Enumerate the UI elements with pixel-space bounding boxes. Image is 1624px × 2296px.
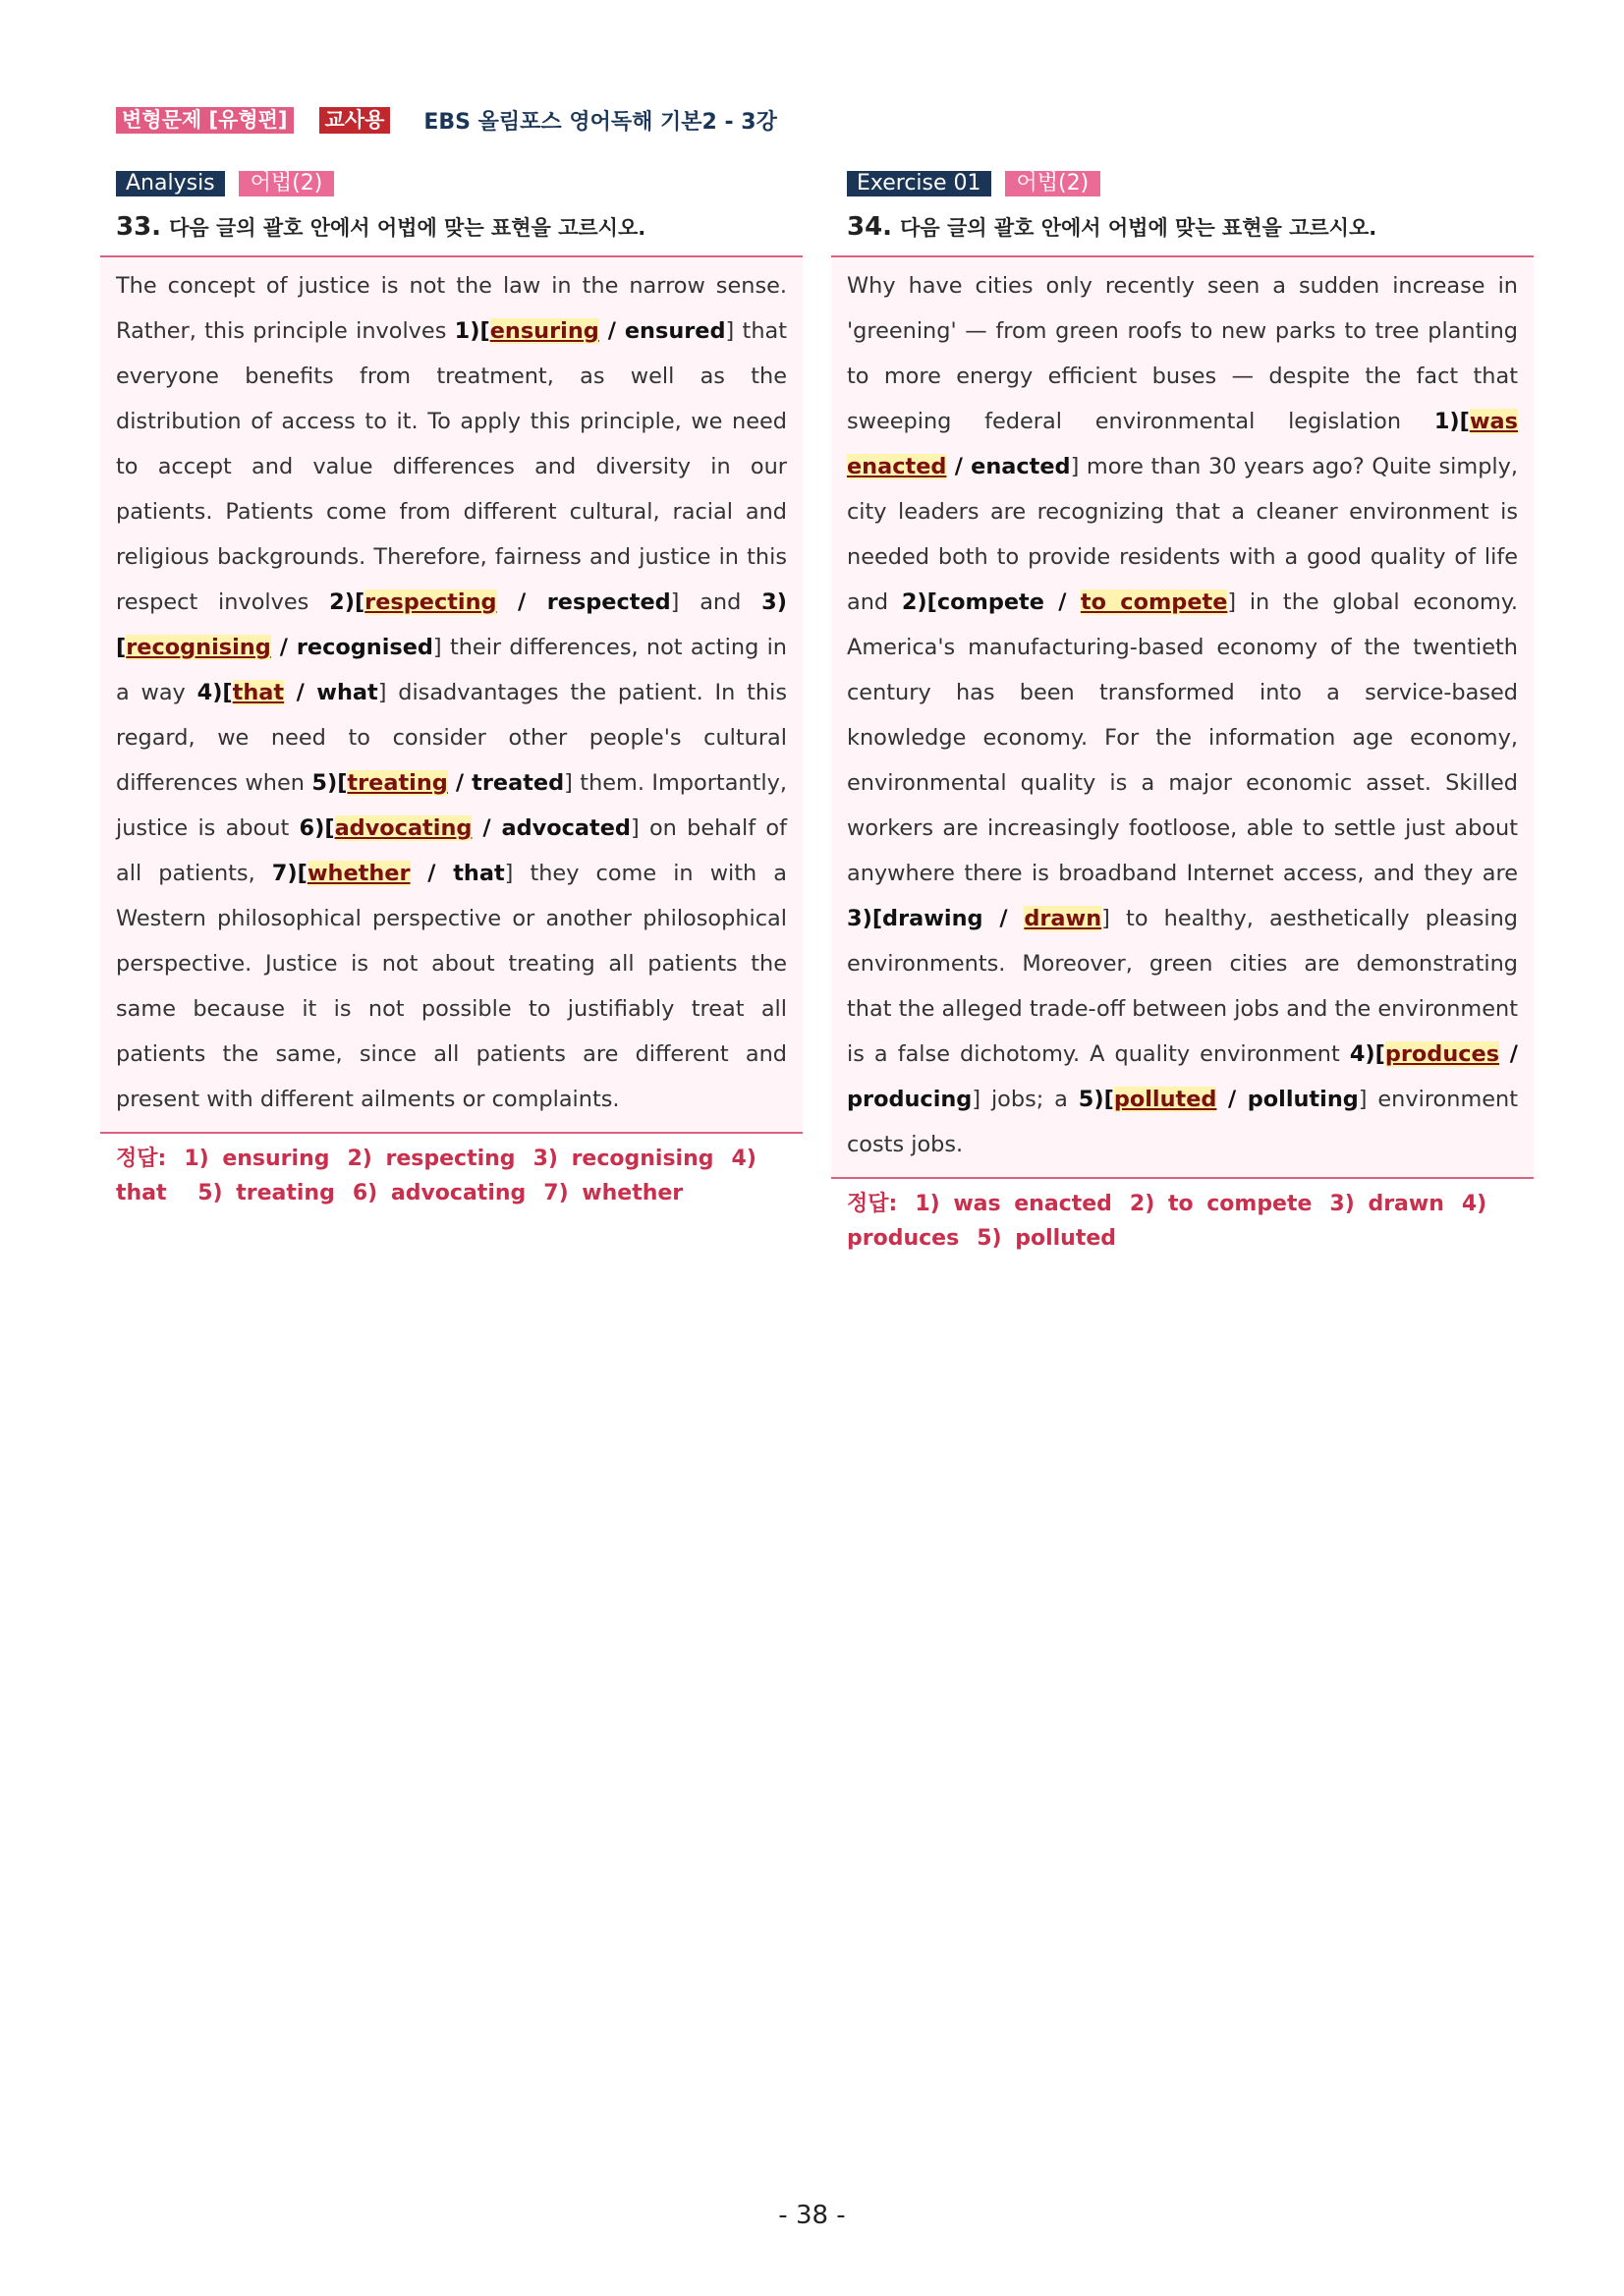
answer-item: 1) was enacted [915,1192,1112,1216]
answer-item: 4) that [116,1147,756,1205]
answer-item: 1) ensuring [184,1147,330,1171]
question-33 [100,169,803,1210]
question-instruction [116,208,803,242]
answer-prefix: 정답: [847,1192,898,1216]
question-labels [847,169,1534,198]
page-number: - 38 - [778,2201,846,2230]
answer-item: 3) drawn [1329,1192,1444,1216]
analysis-label: Analysis [116,171,225,196]
question-number: 34. [847,212,893,242]
type-tag: 변형문제 [유형편] [116,107,294,134]
answer-item: 6) advocating [352,1181,527,1205]
grammar-label: 어법(2) [239,171,335,196]
exercise-label: Exercise 01 [847,171,991,196]
instruction-text: 다음 글의 괄호 안에서 어법에 맞는 표현을 고르시오. [900,216,1377,240]
answer-item: 7) whether [543,1181,684,1205]
instruction-text: 다음 글의 괄호 안에서 어법에 맞는 표현을 고르시오. [169,216,646,240]
answer-prefix: 정답: [116,1147,167,1171]
answer-item: 5) polluted [977,1226,1117,1251]
answer-item: 2) to compete [1129,1192,1313,1216]
question-labels [116,169,803,198]
passage-33: The concept of justice is not the law in the narrow sense. Rather, this principle involves 1)[ensuring / ensured] that everyone benefits from treatment, as well as the distribution of access to it. To apply this principle, we need to accept and value differences and diversity in our patients. Patients come from different cultural, racial and religious backgrounds. Therefore, fairness and justice in this respect involves 2)[respecting / respected] and 3)[recognising / recognised] their differences, not acting in a way 4)[that / what] disadvantages the patient. In this regard, we need to consider other people's cultural differences when 5)[treating / treated] them. Importantly, justice is about 6)[advocating / advocated] on behalf of all patients, 7)[whether / that] they come in with a Western philosophical perspective or another philosophical perspective. Justice is not about treating all patients the same because it is not possible to justifiably treat all patients the same, since all patients are different and present with different ailments or complaints. [100,255,803,1134]
question-34 [831,169,1534,1256]
answer-key-33 [100,1142,803,1210]
question-number: 33. [116,212,162,242]
page-header [116,104,777,136]
page-title: EBS 올림포스 영어독해 기본2 - 3강 [423,109,777,135]
question-instruction [847,208,1534,242]
teacher-tag: 교사용 [319,107,391,134]
answer-item: 3) recognising [532,1147,714,1171]
grammar-label: 어법(2) [1005,171,1101,196]
passage-34: Why have cities only recently seen a sudden increase in 'greening' — from green roofs to new parks to tree planting to more energy efficient buses — despite the fact that sweeping federal environmental legislation 1)[was enacted / enacted] more than 30 years ago? Quite simply, city leaders are recognizing that a cleaner environment is needed both to provide residents with a good quality of life and 2)[compete / to compete] in the global economy. America's manufacturing-based economy of the twentieth century has been transformed into a service-based knowledge economy. For the information age economy, environmental quality is a major economic asset. Skilled workers are increasingly footloose, able to settle just about anywhere there is broadband Internet access, and they are 3)[drawing / drawn] to healthy, aesthetically pleasing environments. Moreover, green cities are demonstrating that the alleged trade-off between jobs and the environment is a false dichotomy. A quality environment 4)[produces / producing] jobs; a 5)[polluted / polluting] environment costs jobs. [831,255,1534,1179]
answer-item: 5) treating [197,1181,335,1205]
answer-item: 2) respecting [347,1147,516,1171]
answer-item: 4) produces [847,1192,1487,1251]
answer-key-34 [831,1187,1534,1256]
